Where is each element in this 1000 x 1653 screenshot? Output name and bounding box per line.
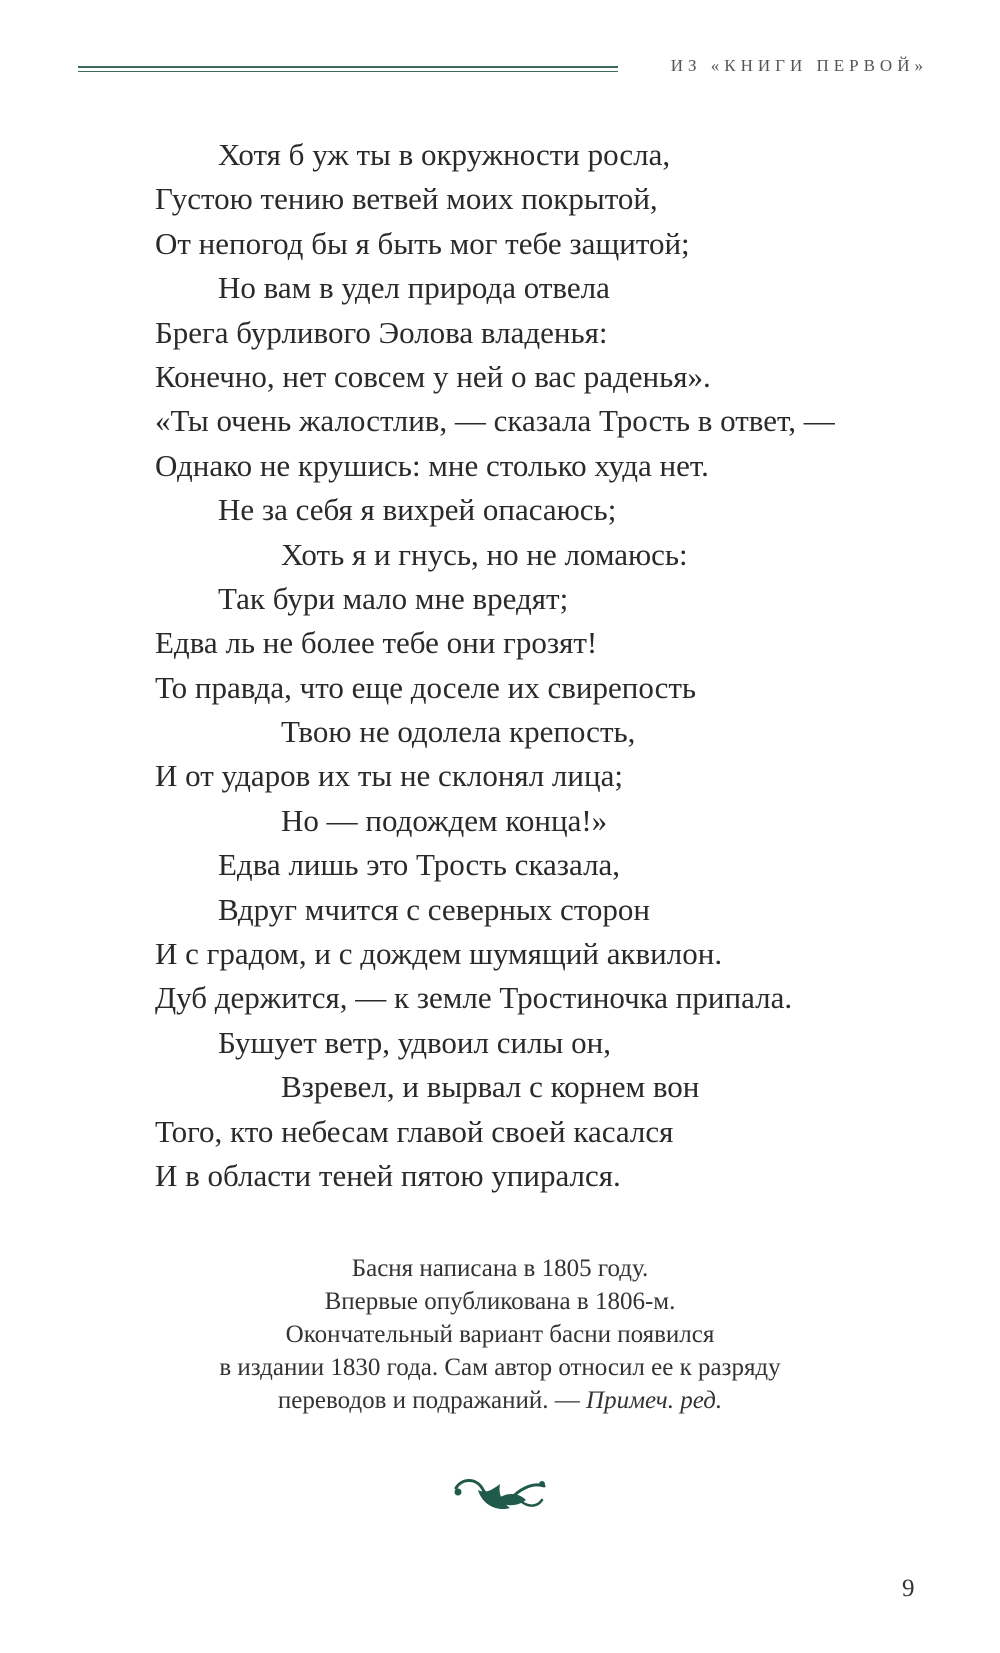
note-abbreviation: Примеч. ред. xyxy=(586,1387,723,1414)
verse-line: Но вам в удел природа отвела xyxy=(218,270,610,306)
verse-line: Не за себя я вихрей опасаюсь; xyxy=(218,492,617,528)
poem-text xyxy=(155,133,935,1198)
verse-line: Дуб держится, — к земле Тростиночка припала. xyxy=(155,980,793,1016)
page-header xyxy=(78,52,928,82)
verse-line: Того, кто небесам главой своей касался xyxy=(155,1113,674,1149)
verse-line: Но — подождем конца!» xyxy=(281,802,608,838)
verse-line: Хоть я и гнусь, но не ломаюсь: xyxy=(281,536,688,572)
verse-line: Бушует ветр, удвоил силы он, xyxy=(218,1024,611,1060)
verse-line: Взревел, и вырвал с корнем вон xyxy=(281,1069,700,1105)
verse-line: Вдруг мчится с северных сторон xyxy=(218,891,651,927)
note-text: переводов и подражаний. — xyxy=(277,1387,587,1414)
note-line: Окончательный вариант басни появился xyxy=(285,1321,715,1348)
verse-line: Едва ль не более тебе они грозят! xyxy=(155,625,598,661)
header-rule xyxy=(78,66,618,68)
verse-line: И с градом, и с дождем шумящий аквилон. xyxy=(155,936,723,972)
verse-line: Хотя б уж ты в окружности росла, xyxy=(218,137,671,172)
verse-line: Так бури мало мне вредят; xyxy=(218,580,569,616)
verse-line: Однако не крушись: мне столько худа нет. xyxy=(155,447,709,483)
verse-line: Брега бурливого Эолова владенья: xyxy=(155,314,608,350)
verse-line: Конечно, нет совсем у ней о вас раденья». xyxy=(155,358,711,394)
verse-line: Твою не одолела крепость, xyxy=(281,714,636,750)
verse-line: То правда, что еще доселе их свирепость xyxy=(155,669,697,705)
verse-line: Густою тению ветвей моих покрытой, xyxy=(155,181,658,217)
verse-line: Едва лишь это Трость сказала, xyxy=(218,847,621,883)
verse-line: От непогод бы я быть мог тебе защитой; xyxy=(155,225,690,261)
verse-line: И в области теней пятою упирался. xyxy=(155,1157,621,1193)
verse-line: И от ударов их ты не склонял лица; xyxy=(155,758,623,794)
editor-note xyxy=(100,1252,900,1417)
note-line: в издании 1830 года. Сам автор относил ее к разряду xyxy=(219,1354,781,1381)
note-line xyxy=(100,1384,900,1417)
verse-line: «Ты очень жалостлив, — сказала Трость в ответ, — xyxy=(155,403,835,439)
page-number: 9 xyxy=(902,1575,915,1602)
floral-ornament-icon xyxy=(452,1470,548,1520)
running-head: ИЗ «КНИГИ ПЕРВОЙ» xyxy=(670,56,928,75)
note-line: Басня написана в 1805 году. xyxy=(351,1255,649,1282)
note-line: Впервые опубликована в 1806-м. xyxy=(324,1288,676,1315)
